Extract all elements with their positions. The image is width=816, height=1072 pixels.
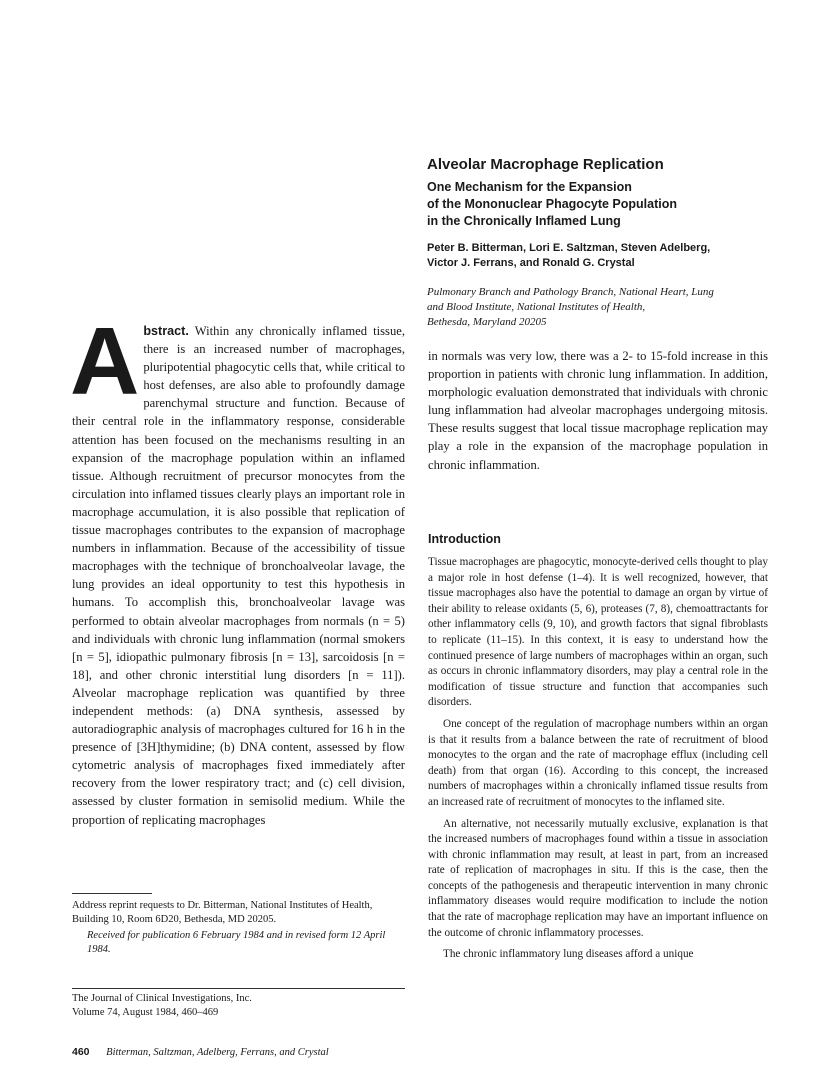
affiliation-line: and Blood Institute, National Institutes of Health, (427, 301, 646, 313)
intro-paragraph: One concept of the regulation of macrophage numbers within an organ is that it results from a balance between the rate of recruitment of blood monocytes to the organ and the rate of macrophage efflux (including cell death) from that organ (16). According to this concept, the increased numbers of macrophages within a chronically inflamed tissue results from an increased rate of recruitment of monocytes to the inflamed site. (428, 717, 768, 808)
journal-volume: Volume 74, August 1984, 460–469 (72, 1007, 219, 1018)
footnotes (72, 899, 405, 957)
footnote-divider (72, 893, 152, 894)
abstract-continued: in normals was very low, there was a 2- to 15-fold increase in this proportion in patients with chronic lung inflammation. In addition, morphologic evaluation demonstrated that individuals with chronic lung inflammation had alveolar macrophages undergoing mitosis. These results suggest that local tissue macrophage replication may play a role in the expansion of the macrophage population in chronic inflammation. (428, 349, 768, 472)
affiliation-line: Bethesda, Maryland 20205 (427, 316, 547, 328)
subtitle-line: in the Chronically Inflamed Lung (427, 214, 621, 228)
subtitle-line: One Mechanism for the Expansion (427, 180, 632, 194)
affiliation (427, 285, 772, 330)
running-head: Bitterman, Saltzman, Adelberg, Ferrans, and Crystal (106, 1047, 329, 1058)
intro-paragraph: The chronic inflammatory lung diseases afford a unique (443, 948, 694, 961)
journal-info (72, 992, 405, 1020)
abstract-label: bstract. (143, 324, 189, 338)
affiliation-line: Pulmonary Branch and Pathology Branch, National Heart, Lung (427, 286, 714, 298)
received-note: Received for publication 6 February 1984 and in revised form 12 April 1984. (87, 930, 386, 955)
drop-cap: A (70, 308, 140, 415)
introduction-body (428, 555, 768, 969)
abstract-left-column (70, 308, 405, 829)
reprint-note: Address reprint requests to Dr. Bitterman, National Institutes of Health, Building 10, Room 6D20, Bethesda, MD 20205. (72, 900, 373, 925)
page-footer (72, 1046, 329, 1058)
article-title: Alveolar Macrophage Replication (427, 156, 664, 173)
intro-paragraph: An alternative, not necessarily mutually exclusive, explanation is that the increased numbers of macrophages found within a tissue in association with chronic inflammation may result, at least in part, from an increased rate of replication of macrophages in situ. If this is the case, then the concepts of the pathogenesis and therapeutic intervention in many chronic inflammatory diseases would require modification to include the notion that the rate of macrophage replication may have an important influence on the outcome of chronic inflammatory processes. (428, 817, 768, 939)
author-list (427, 241, 767, 271)
intro-paragraph: Tissue macrophages are phagocytic, monocyte-derived cells thought to play a major role in host defense (1–4). It is well recognized, however, that tissue macrophages also have the potential to damage an organ by virtue of their ability to release oxidants (5, 6), proteases (7, 8), chemoattractants for other inflammatory cells (9, 10), and growth factors that signal fibroblasts to replicate (11–15). In this context, it is easy to understand how the continued presence of large numbers of macrophages within an organ, such as occurs in chronic inflammatory disorders, may play a central role in the modification of tissue structure and function that accompanies such disorders. (428, 556, 768, 709)
journal-name: The Journal of Clinical Investigations, Inc. (72, 993, 252, 1004)
title-block (427, 156, 767, 271)
journal-divider (72, 988, 405, 989)
page-number: 460 (72, 1046, 90, 1058)
author-line: Victor J. Ferrans, and Ronald G. Crystal (427, 257, 635, 269)
author-line: Peter B. Bitterman, Lori E. Saltzman, Steven Adelberg, (427, 242, 711, 254)
subtitle-line: of the Mononuclear Phagocyte Population (427, 197, 678, 211)
introduction-heading: Introduction (428, 532, 501, 546)
article-subtitle (427, 179, 767, 230)
abstract-text: Within any chronically inflamed tissue, there is an increased number of macrophages, pluripotential phagocytic cells that, while critical to host defenses, are also able to profoundly damage parenchymal structure and function. Because of their central role in the inflammatory response, considerable attention has been focused on the mechanisms resulting in an expansion of the macrophage population within an inflamed tissue. Although recruitment of precursor monocytes from the circulation into inflamed tissues clearly plays an important role in macrophage accumulation, it is also possible that replication of tissue macrophages contributes to the expansion of macrophage numbers in inflammation. Because of the accessibility of tissue macrophages with the technique of bronchoalveolar lavage, the lung provides an ideal opportunity to test this hypothesis in humans. To accomplish this, bronchoalveolar lavage was performed to obtain alveolar macrophages from normals (n = 5) and individuals with chronic lung inflammation (normal smokers [n = 5], idiopathic pulmonary fibrosis [n = 13], sarcoidosis [n = 18], and other chronic interstitial lung disorders [n = 11]). Alveolar macrophage replication was quantified by three independent methods: (a) DNA synthesis, assessed by autoradiographic analysis of macrophages cultured for 16 h in the presence of [3H]thymidine; (b) DNA content, assessed by flow cytometric analysis of macrophages fixed immediately after recovery from the lower respiratory tract; and (c) cell division, assessed by cluster formation in semisolid medium. While the proportion of replicating macrophages (72, 324, 405, 827)
